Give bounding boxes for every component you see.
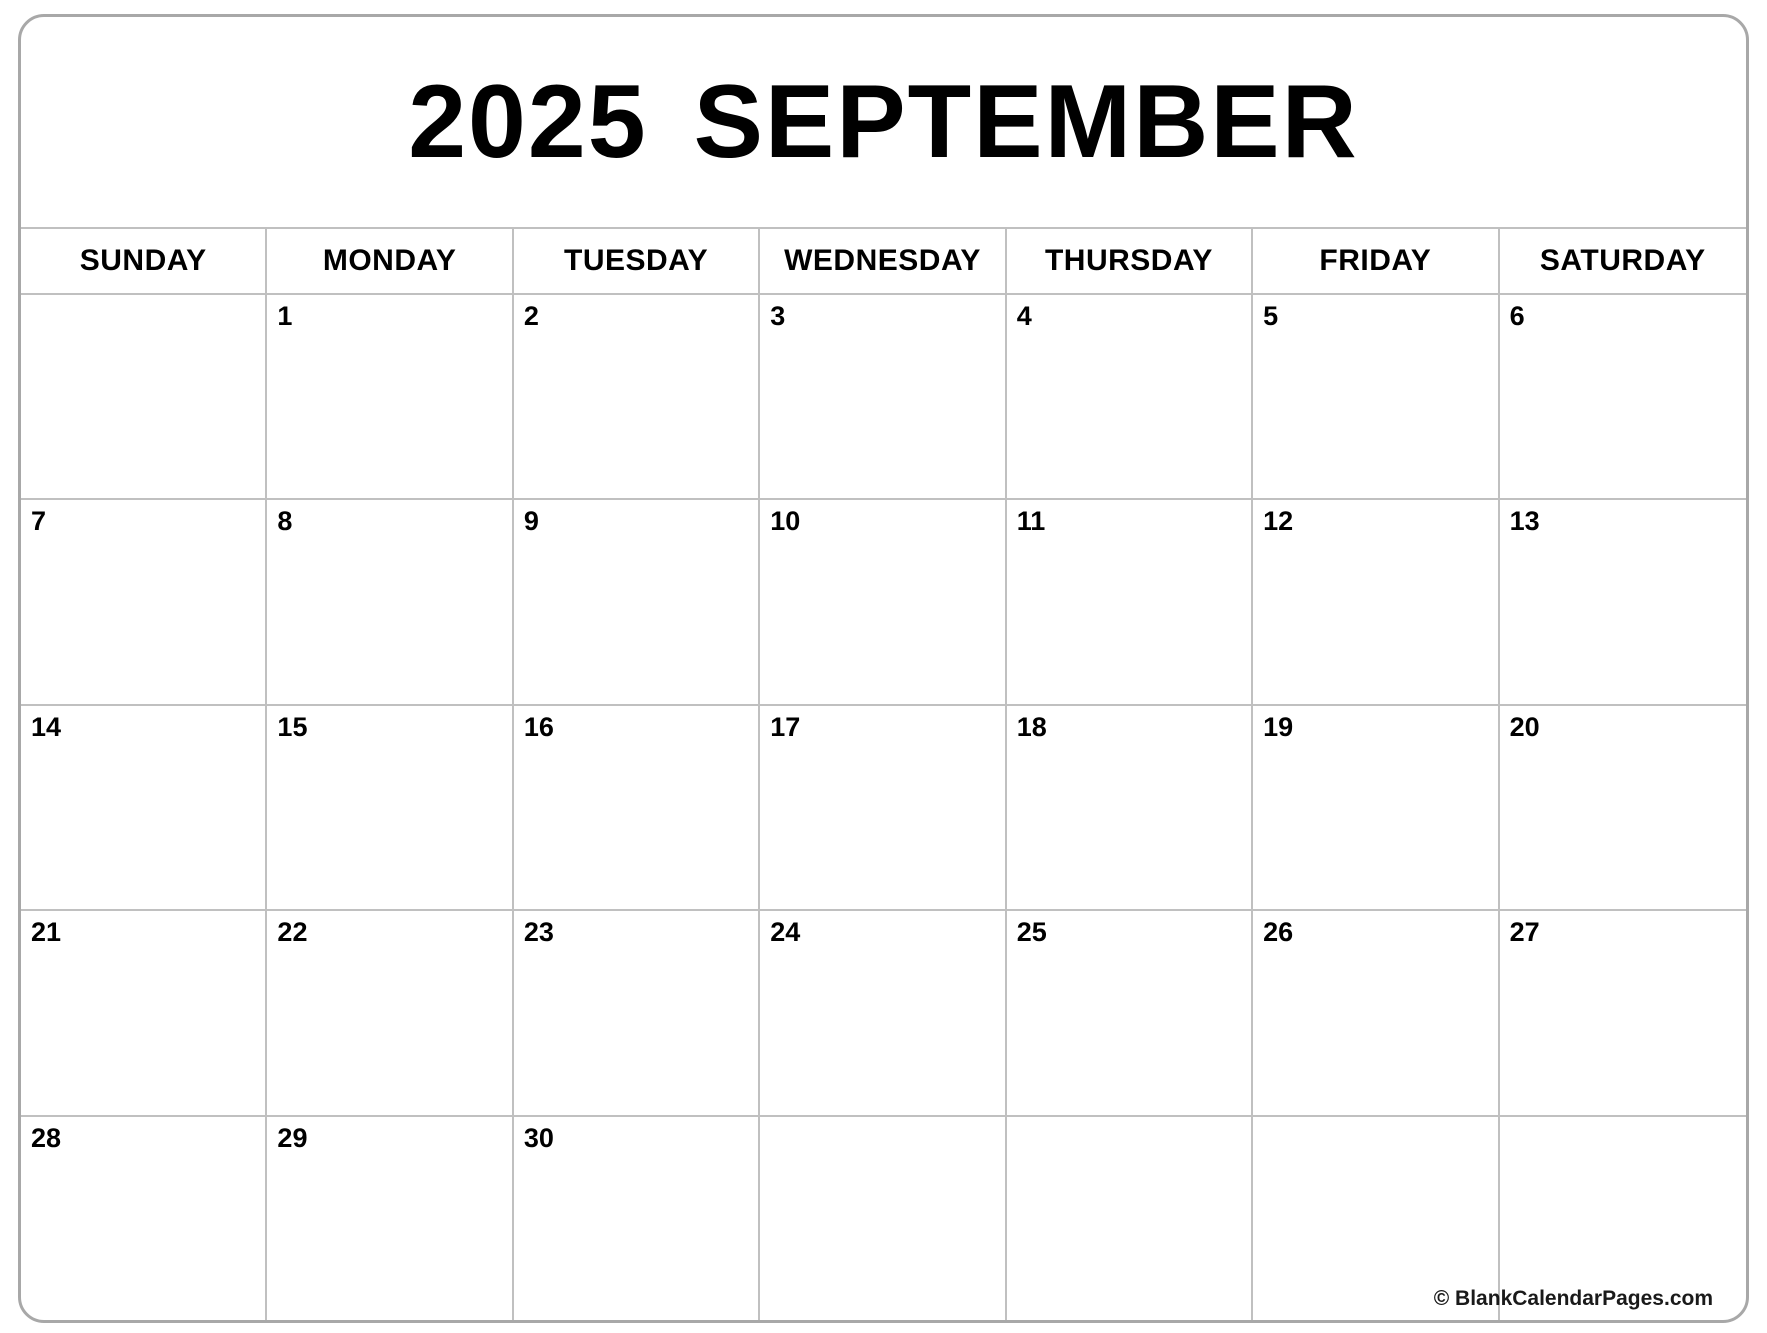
weekday-header-friday bbox=[1253, 229, 1499, 293]
week-row bbox=[21, 295, 1746, 500]
day-cell[interactable] bbox=[514, 1117, 760, 1320]
weekday-header-thursday bbox=[1007, 229, 1253, 293]
page-title bbox=[408, 64, 1359, 180]
day-cell[interactable] bbox=[21, 911, 267, 1114]
weekday-header-sunday bbox=[21, 229, 267, 293]
day-number: 10 bbox=[770, 506, 801, 537]
weekday-label: MONDAY bbox=[322, 244, 457, 277]
week-row bbox=[21, 911, 1746, 1116]
week-row bbox=[21, 500, 1746, 705]
day-number: 23 bbox=[523, 917, 554, 948]
day-number: 27 bbox=[1509, 917, 1540, 948]
day-cell[interactable] bbox=[760, 295, 1006, 498]
day-number: 29 bbox=[277, 1122, 308, 1153]
day-cell[interactable] bbox=[760, 500, 1006, 703]
day-number: 30 bbox=[523, 1122, 554, 1153]
day-cell[interactable] bbox=[1253, 911, 1499, 1114]
title-month: SEPTEMBER bbox=[693, 64, 1359, 180]
calendar-title-bar bbox=[21, 17, 1746, 229]
weekday-label: TUESDAY bbox=[564, 244, 709, 277]
day-number: 15 bbox=[277, 711, 308, 742]
day-cell[interactable] bbox=[1500, 706, 1746, 909]
day-number: 24 bbox=[770, 917, 801, 948]
day-cell[interactable] bbox=[1007, 500, 1253, 703]
weekday-header-tuesday bbox=[514, 229, 760, 293]
day-cell[interactable] bbox=[514, 295, 760, 498]
day-number: 17 bbox=[770, 711, 801, 742]
day-cell[interactable] bbox=[1253, 500, 1499, 703]
calendar-grid bbox=[21, 295, 1746, 1320]
day-number: 5 bbox=[1263, 301, 1279, 331]
day-cell[interactable] bbox=[1007, 911, 1253, 1114]
day-number: 18 bbox=[1016, 711, 1047, 742]
day-cell[interactable] bbox=[21, 295, 267, 498]
day-number: 22 bbox=[277, 917, 308, 948]
day-cell[interactable] bbox=[1253, 706, 1499, 909]
weekday-label: SATURDAY bbox=[1539, 244, 1706, 277]
weekday-header-monday bbox=[267, 229, 513, 293]
day-cell[interactable] bbox=[1253, 295, 1499, 498]
day-number: 9 bbox=[523, 506, 539, 537]
day-cell[interactable] bbox=[760, 1117, 1006, 1320]
week-row bbox=[21, 706, 1746, 911]
day-cell[interactable] bbox=[1007, 706, 1253, 909]
day-number: 16 bbox=[523, 711, 554, 742]
day-cell[interactable] bbox=[21, 500, 267, 703]
day-cell[interactable] bbox=[21, 1117, 267, 1320]
day-cell[interactable] bbox=[1500, 911, 1746, 1114]
day-cell[interactable] bbox=[1007, 295, 1253, 498]
day-number: 19 bbox=[1263, 711, 1294, 742]
day-number: 8 bbox=[277, 506, 293, 537]
day-number: 6 bbox=[1509, 301, 1525, 331]
day-cell[interactable] bbox=[21, 706, 267, 909]
day-cell[interactable] bbox=[1500, 295, 1746, 498]
weekday-label: WEDNESDAY bbox=[784, 244, 981, 277]
day-number: 20 bbox=[1509, 711, 1540, 742]
site-credit: © BlankCalendarPages.com bbox=[1433, 1287, 1713, 1310]
day-cell[interactable] bbox=[267, 706, 513, 909]
day-cell[interactable] bbox=[760, 911, 1006, 1114]
day-cell[interactable] bbox=[514, 911, 760, 1114]
day-number: 2 bbox=[523, 301, 539, 331]
weekday-label: SUNDAY bbox=[79, 244, 207, 277]
day-number: 12 bbox=[1263, 506, 1294, 537]
day-number: 21 bbox=[31, 917, 62, 948]
day-cell[interactable] bbox=[267, 1117, 513, 1320]
weekday-header-wednesday bbox=[760, 229, 1006, 293]
title-year: 2025 bbox=[408, 64, 648, 180]
weekday-header-saturday bbox=[1500, 229, 1746, 293]
calendar-frame bbox=[18, 14, 1749, 1323]
weekday-header-row bbox=[21, 229, 1746, 295]
day-number: 26 bbox=[1263, 917, 1294, 948]
day-number: 14 bbox=[31, 711, 62, 742]
day-cell[interactable] bbox=[1007, 1117, 1253, 1320]
day-cell[interactable] bbox=[514, 500, 760, 703]
weekday-label: THURSDAY bbox=[1044, 244, 1213, 277]
day-number: 11 bbox=[1016, 506, 1046, 537]
day-number: 13 bbox=[1509, 506, 1540, 537]
day-number: 25 bbox=[1016, 917, 1047, 948]
day-cell[interactable] bbox=[267, 911, 513, 1114]
day-cell[interactable] bbox=[760, 706, 1006, 909]
day-number: 7 bbox=[31, 506, 47, 537]
day-number: 3 bbox=[770, 301, 786, 331]
day-number: 4 bbox=[1016, 301, 1032, 331]
weekday-label: FRIDAY bbox=[1319, 244, 1432, 277]
day-number: 28 bbox=[31, 1122, 62, 1153]
day-cell[interactable] bbox=[267, 500, 513, 703]
day-cell[interactable] bbox=[1500, 500, 1746, 703]
day-cell[interactable] bbox=[514, 706, 760, 909]
day-number: 1 bbox=[277, 301, 293, 331]
day-cell[interactable] bbox=[267, 295, 513, 498]
